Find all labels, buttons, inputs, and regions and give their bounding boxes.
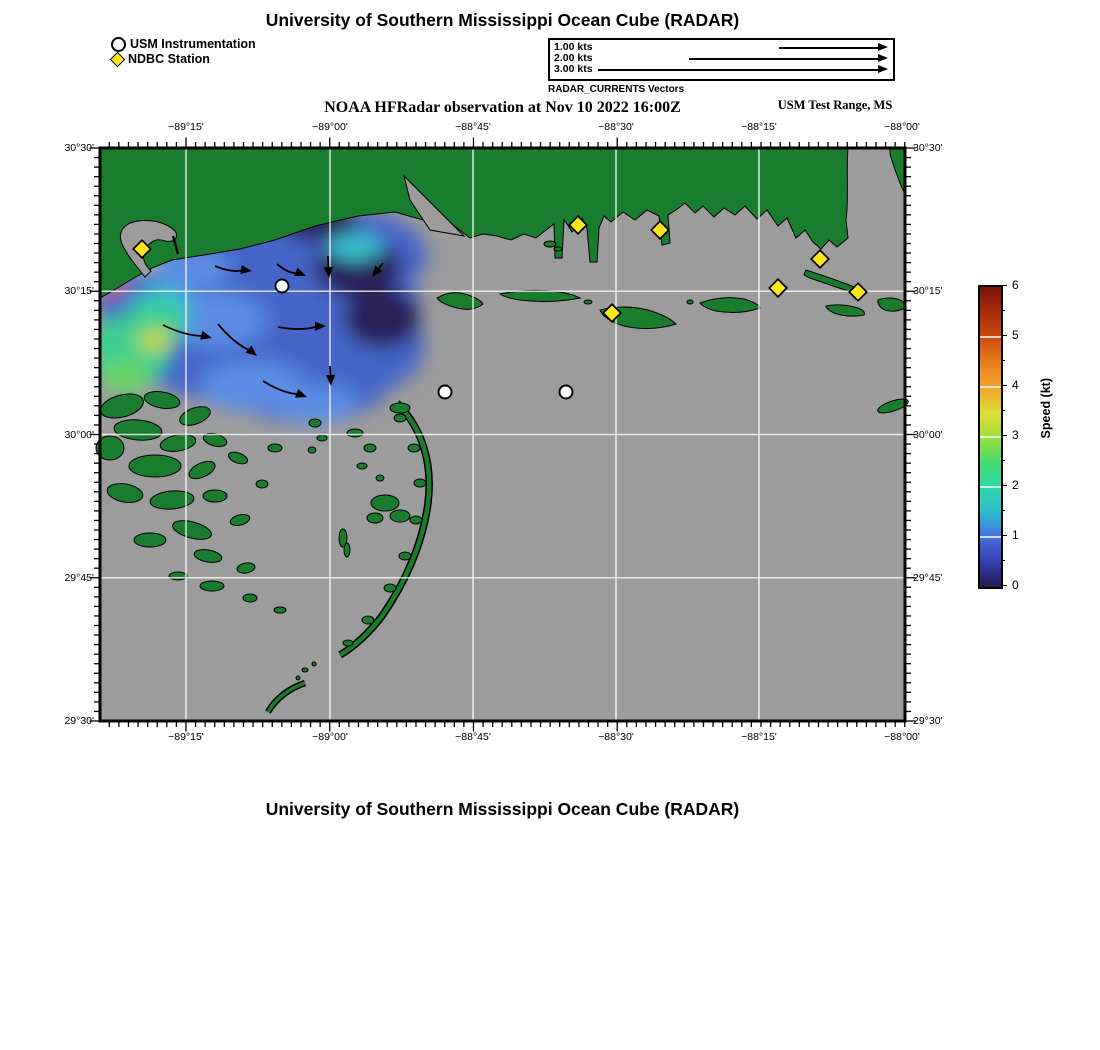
vector-scale-row <box>550 53 893 64</box>
legend-item-usm <box>111 37 256 51</box>
range-label: USM Test Range, MS <box>777 98 893 112</box>
legend-item-ndbc <box>111 52 256 66</box>
marker-legend <box>111 37 256 67</box>
ndbc-diamond-icon <box>110 52 126 68</box>
usm-station-marker <box>439 386 452 399</box>
page-title: University of Southern Mississippi Ocean Cube (RADAR) <box>265 10 740 30</box>
colorbar-tick <box>1001 460 1005 462</box>
colorbar-tick <box>1001 410 1005 412</box>
colorbar-tick-label: 3 <box>1012 428 1019 442</box>
vector-scale-label: 2.00 kts <box>554 52 593 64</box>
x-tick-label-top: −88°45' <box>455 121 491 133</box>
colorbar-tick <box>1001 335 1007 337</box>
y-tick-label-left: 29°45' <box>64 571 94 584</box>
map <box>100 148 905 721</box>
y-tick-label-left: 30°30' <box>64 142 94 154</box>
colorbar-gridline <box>980 486 1001 488</box>
colorbar-tick <box>1001 385 1007 387</box>
colorbar-tick <box>1001 435 1007 437</box>
colorbar-gridline <box>980 386 1001 388</box>
y-tick-label-right: 30°00' <box>913 428 943 441</box>
colorbar-tick-label: 6 <box>1012 278 1019 292</box>
map-canvas <box>100 148 905 721</box>
legend-label: USM Instrumentation <box>130 37 256 51</box>
x-tick-label-top: −89°00' <box>312 121 348 133</box>
colorbar-tick <box>1001 360 1005 362</box>
colorbar-tick-label: 0 <box>1012 578 1019 592</box>
y-tick-label-left: 30°15' <box>64 285 94 298</box>
colorbar-gridline <box>980 436 1001 438</box>
colorbar-tick-label: 1 <box>1012 528 1019 542</box>
x-tick-label-bottom: −88°30' <box>598 731 634 743</box>
colorbar-tick <box>1001 585 1007 587</box>
x-tick-label-bottom: −89°00' <box>312 731 348 743</box>
vector-scale-row <box>550 64 893 75</box>
x-tick-label-bottom: −88°00' <box>884 731 920 743</box>
x-tick-label-bottom: −89°15' <box>168 731 204 743</box>
vector-scale-arrow-line <box>779 47 879 49</box>
vector-scale-arrow-line <box>598 69 879 71</box>
colorbar-title: Speed (kt) <box>1039 378 1053 439</box>
colorbar-gridline <box>980 536 1001 538</box>
colorbar-tick-label: 4 <box>1012 378 1019 392</box>
colorbar-tick <box>1001 285 1007 287</box>
x-tick-label-bottom: −88°45' <box>455 731 491 743</box>
colorbar-tick-label: 2 <box>1012 478 1019 492</box>
y-tick-label-right: 30°30' <box>913 142 943 154</box>
colorbar-tick-label: 5 <box>1012 328 1019 342</box>
vector-scale-arrowhead <box>878 54 888 62</box>
vector-scale-caption: RADAR_CURRENTS Vectors <box>548 84 685 95</box>
usm-circle-icon <box>111 37 126 52</box>
colorbar-tick <box>1001 560 1005 562</box>
vector-scale-label: 1.00 kts <box>554 41 593 53</box>
y-tick-label-left: 29°30' <box>64 715 94 727</box>
vector-scale-box <box>548 38 895 81</box>
x-tick-label-top: −88°00' <box>884 121 920 133</box>
vector-scale-arrowhead <box>878 43 888 51</box>
colorbar-tick <box>1001 510 1005 512</box>
x-tick-label-top: −89°15' <box>168 121 204 133</box>
observation-subtitle: NOAA HFRadar observation at Nov 10 2022 16:00Z <box>324 99 681 116</box>
vector-scale-arrowhead <box>878 65 888 73</box>
colorbar-tick <box>1001 310 1005 312</box>
usm-station-marker <box>560 386 573 399</box>
vector-scale-arrow-line <box>689 58 879 60</box>
legend-label: NDBC Station <box>128 52 210 66</box>
colorbar <box>978 285 1003 589</box>
footer-title: University of Southern Mississippi Ocean Cube (RADAR) <box>265 799 740 819</box>
colorbar-tick <box>1001 485 1007 487</box>
y-tick-label-left: 30°00' <box>64 428 94 441</box>
vector-scale-row <box>550 42 893 53</box>
colorbar-tick <box>1001 535 1007 537</box>
y-tick-label-right: 29°45' <box>913 571 943 584</box>
y-tick-label-right: 29°30' <box>913 715 943 727</box>
colorbar-gridline <box>980 336 1001 338</box>
x-tick-label-top: −88°15' <box>741 121 777 133</box>
y-tick-label-right: 30°15' <box>913 285 943 298</box>
usm-station-marker <box>276 280 289 293</box>
x-tick-label-bottom: −88°15' <box>741 731 777 743</box>
vector-scale-label: 3.00 kts <box>554 63 593 75</box>
x-tick-label-top: −88°30' <box>598 121 634 133</box>
